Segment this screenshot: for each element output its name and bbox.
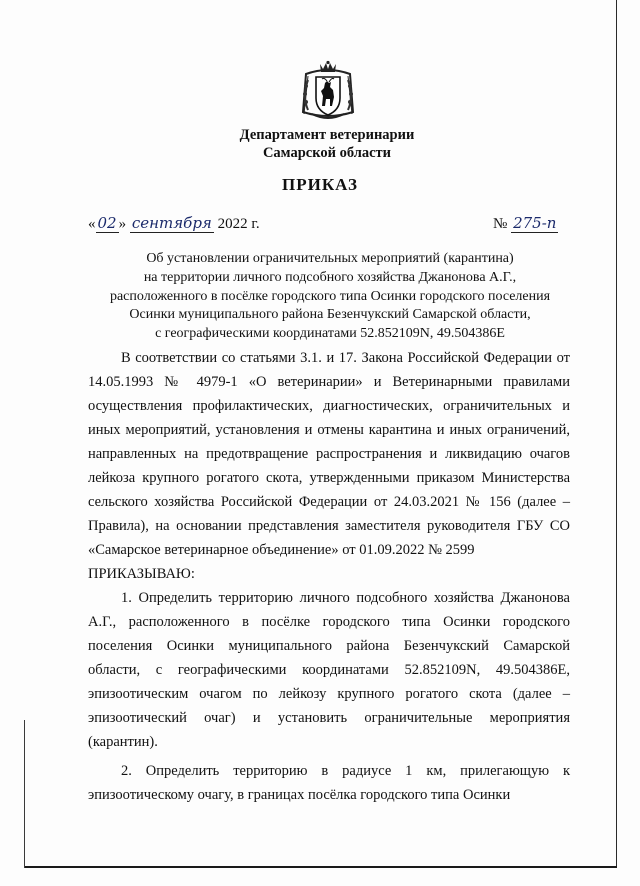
clause-2: 2. Определить территорию в радиусе 1 км, прилегающую к эпизоотическому очагу, в границах посёлка городского типа Осинки (88, 763, 570, 803)
subject-line: на территории личного подсобного хозяйства Джанонова А.Г., (143, 269, 517, 285)
date-year: 2022 г. (217, 216, 260, 232)
subject-line: Об установлении ограничительных мероприятий (карантина) (146, 251, 514, 266)
subject-line: с географическими координатами 52.852109N, 49.504386E (155, 326, 505, 342)
clause-1: 1. Определить территорию личного подсобного хозяйства Джанонова А.Г., расположенного в посёлке городского типа Осинки городского поселения Осинки муниципального района Безенчукский Самарской области, с географическими координатами 52.852109N, 49.504386E, эпизоотическим очагом по лейкозу крупного рогатого скота (далее – эпизоотический очаг) и установить ограничительные мероприятия (карантин). (88, 590, 570, 750)
order-date (88, 214, 260, 233)
number-prefix: № (493, 216, 508, 232)
order-subject (90, 250, 570, 344)
number-value: 275-п (513, 214, 557, 232)
scan-edge-left (24, 720, 25, 868)
date-open-quote: « (88, 216, 96, 232)
date-close-quote: » (118, 216, 127, 232)
subject-line: расположенного в посёлке городского типа Осинки городского поселения (109, 288, 551, 304)
department-line-2: Самарской области (262, 145, 392, 161)
order-body (88, 346, 570, 807)
department-heading (200, 126, 454, 162)
order-directive: ПРИКАЗЫВАЮ: (88, 566, 195, 582)
date-day: 02 (97, 214, 117, 232)
order-title: ПРИКАЗ (282, 175, 358, 194)
department-line-1: Департамент ветеринарии (239, 127, 415, 143)
scan-edge-right (616, 0, 617, 868)
preamble-paragraph: В соответствии со статьями 3.1. и 17. Закона Российской Федерации от 14.05.1993 № 4979-1 «О ветеринарии» и Ветеринарными правилами осуществления профилактических, диагностических, ограничительных и иных мероприятий, установления и отмены карантина и иных ограничений, направленных на предотвращение распространения и ликвидацию очагов лейкоза крупного рогатого скота, утвержденными приказом Министерства сельского хозяйства Российской Федерации от 24.03.2021 № 156 (далее – Правила), на основании представления заместителя руководителя ГБУ СО «Самарское ветеринарное объединение» от 01.09.2022 № 2599 (88, 350, 570, 558)
order-number (493, 214, 558, 233)
subject-line: Осинки муниципального района Безенчукский Самарской области, (129, 307, 531, 323)
date-month: сентября (131, 214, 212, 232)
scan-edge-bottom (24, 866, 617, 868)
coat-of-arms-icon (298, 60, 358, 124)
